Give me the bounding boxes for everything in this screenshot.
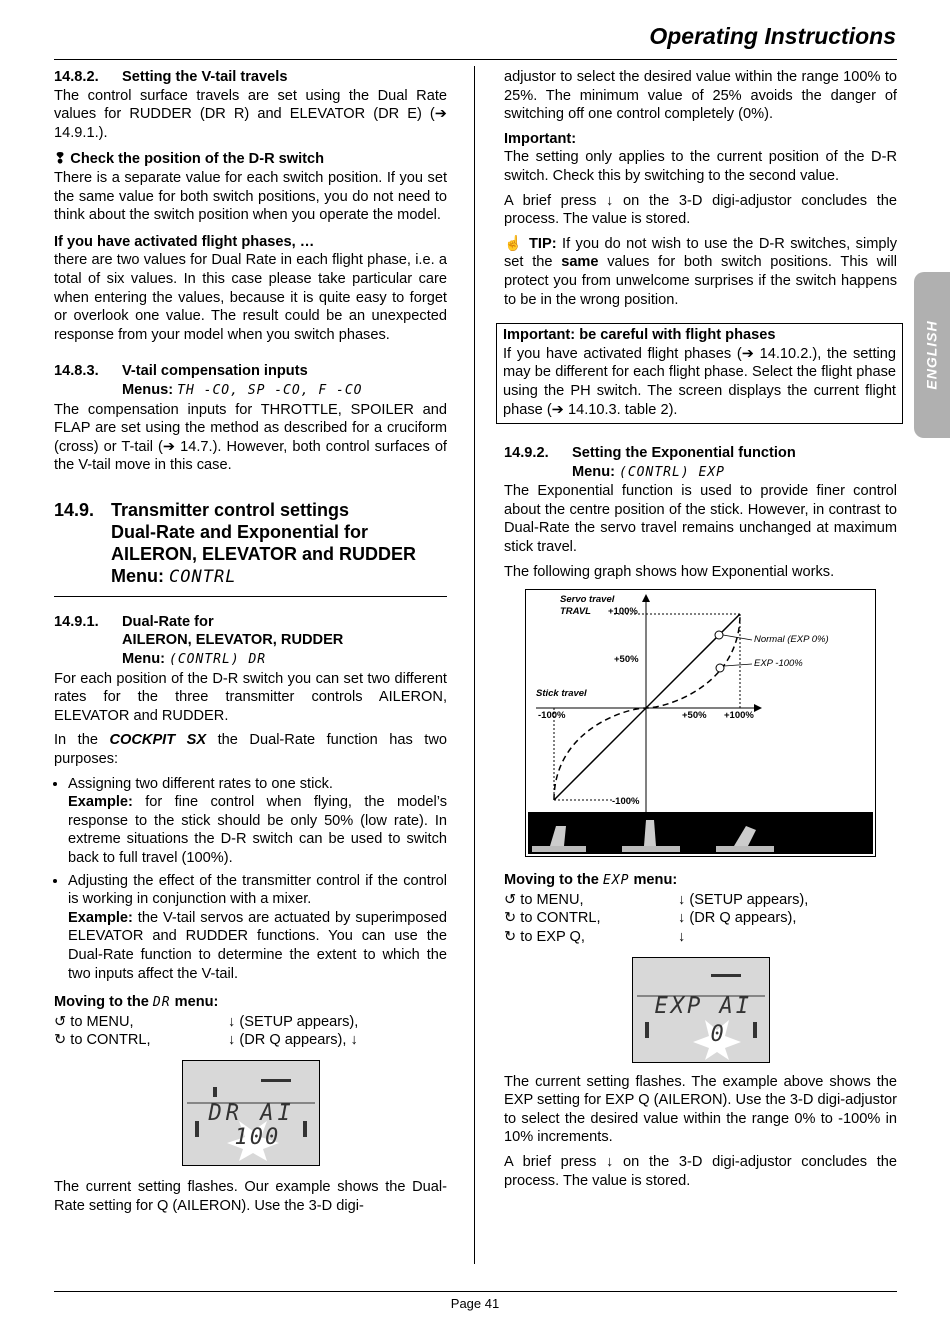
section-title-line: Dual-Rate and Exponential for bbox=[111, 521, 369, 542]
lcd-line-1: EXP AI bbox=[654, 993, 752, 1019]
nav-row bbox=[504, 928, 897, 947]
lcd-line-1: DR AI bbox=[208, 1100, 295, 1126]
box-title: Important: be careful with flight phases bbox=[503, 327, 776, 344]
x-axis-label: Stick travel bbox=[536, 688, 587, 700]
nav-step: ↺ to MENU, bbox=[504, 891, 584, 908]
brand-name: COCKPIT SX bbox=[109, 732, 207, 749]
paragraph: There is a separate value for each switch position. If you set the same value for both switch positions, you do not need to think about the switch position when you operate the model. bbox=[54, 169, 447, 224]
emphasis: same bbox=[561, 254, 599, 271]
section-heading-14-8-2 bbox=[54, 68, 447, 87]
paragraph bbox=[54, 731, 447, 768]
nav-step: ↓ (DR Q appears), bbox=[678, 910, 797, 927]
menu-value: (CONTRL) EXP bbox=[619, 464, 725, 480]
nav-step: ↻ to CONTRL, bbox=[54, 1032, 151, 1049]
flight-phase-warning-box bbox=[496, 323, 903, 424]
page-number: Page 41 bbox=[450, 1296, 500, 1311]
left-column bbox=[54, 68, 447, 1221]
section-title: Setting the Exponential function bbox=[572, 445, 796, 462]
language-tab bbox=[914, 272, 950, 438]
example-label: Example: bbox=[68, 909, 133, 926]
lcd-display-exp bbox=[632, 957, 770, 1063]
paragraph: For each position of the D-R switch you can set two different rates for the three transmitter controls AILERON, ELEVATOR and RUDDER. bbox=[54, 670, 447, 724]
menu-value: EXP bbox=[602, 873, 630, 889]
paragraph: there are two values for Dual Rate in each flight phase, i.e. a total of six values. In this case please take particular care when entering the values, because it is quite easy to forget or overlook one value. The result could be an unexpected response from your model when you switch phases. bbox=[54, 252, 447, 343]
nav-row bbox=[54, 1013, 447, 1032]
warning-icon: ❢ bbox=[54, 151, 67, 168]
check-title: Check the position of the D-R switch bbox=[70, 151, 325, 168]
section-menu-line bbox=[54, 565, 447, 588]
text: the Dual-Rate function has two purposes: bbox=[54, 732, 447, 768]
lcd-line-2: 0 bbox=[710, 1021, 724, 1047]
text: In the bbox=[54, 732, 110, 749]
menu-value: CONTRL bbox=[169, 566, 237, 587]
text: Moving to the bbox=[54, 994, 149, 1011]
text: values for both switch positions. This will protect you from unwelcome surprises if the switch happens to be in the wrong position. bbox=[504, 254, 897, 308]
page-header-title: Operating Instructions bbox=[649, 23, 896, 49]
section-title-line: AILERON, ELEVATOR, RUDDER bbox=[122, 632, 344, 649]
nav-row bbox=[504, 909, 897, 928]
nav-step: ↓ bbox=[678, 929, 686, 946]
header-rule bbox=[54, 59, 897, 60]
nav-step: ↻ to EXP Q, bbox=[504, 929, 585, 946]
text: Adjusting the effect of the transmitter control if the control is working in conjunction with a mixer. bbox=[68, 872, 447, 908]
menu-line bbox=[504, 463, 897, 483]
lcd-display-dr bbox=[182, 1060, 320, 1166]
curve-label-exp: EXP -100% bbox=[754, 658, 803, 670]
section-title-line: AILERON, ELEVATOR and RUDDER bbox=[111, 543, 417, 564]
text: Moving to the bbox=[504, 872, 599, 889]
menus-line bbox=[54, 381, 447, 401]
list-item bbox=[68, 775, 447, 868]
phases-heading: If you have activated flight phases, … bbox=[54, 233, 315, 250]
nav-row bbox=[504, 891, 897, 910]
section-title: Dual-Rate for bbox=[122, 613, 214, 630]
moving-exp-heading bbox=[504, 871, 897, 891]
nav-step: ↓ (SETUP appears), bbox=[228, 1013, 359, 1030]
menus-value: TH -CO, SP -CO, F -CO bbox=[177, 382, 363, 398]
tick-label: +50% bbox=[614, 654, 639, 666]
nav-step: ↺ to MENU, bbox=[54, 1013, 134, 1030]
paragraph: The Exponential function is used to provide finer control about the centre position of the stick. However, in contrast to Dual-Rate the servo travel remains unchanged at maximum stick travel. bbox=[504, 483, 897, 556]
text: the V-tail servos are actuated by superimposed ELEVATOR and RUDDER functions. You can use the Dual-Rate function to determine the extent to which the two inputs affect the V-tail. bbox=[68, 909, 447, 982]
paragraph: The compensation inputs for THROTTLE, SPOILER and FLAP are set using the method as described for a cruciform (cross) or T-tail (➔ 14.7.). However, both control surfaces of the V-tail move in this case. bbox=[54, 401, 447, 474]
example-label: Example: bbox=[68, 794, 133, 811]
menu-label: Menu: bbox=[111, 565, 164, 586]
curve-label-normal: Normal (EXP 0%) bbox=[754, 634, 829, 646]
moving-dr-heading bbox=[54, 993, 447, 1013]
paragraph: The current setting flashes. The example above shows the EXP setting for EXP Q (AILERON). Use the 3-D digi-adjustor to select the desired value within the range 0% to -100% in 10% increments. bbox=[504, 1073, 897, 1146]
tip-paragraph bbox=[504, 235, 897, 309]
y-axis-label: Servo travel bbox=[560, 594, 615, 606]
nav-row bbox=[54, 1031, 447, 1050]
tick-label: +100% bbox=[608, 606, 638, 618]
section-heading-14-9-1 bbox=[54, 613, 447, 632]
section-number: 14.8.2. bbox=[54, 69, 99, 85]
box-text: If you have activated flight phases (➔ 14.10.2.), the setting may be different for each flight phase. Select the flight phase using the PH switch. The screen displays the current flight phase (➔ 14.10.3. table 2). bbox=[503, 345, 896, 418]
column-divider bbox=[474, 66, 475, 1264]
tip-icon: ☝ bbox=[504, 235, 524, 252]
exponential-graph bbox=[525, 589, 876, 857]
section-heading-14-9-2 bbox=[504, 444, 897, 463]
exponential-curves bbox=[526, 590, 875, 856]
paragraph: The following graph shows how Exponential works. bbox=[504, 563, 835, 580]
paragraph: A brief press ↓ on the 3-D digi-adjustor concludes the process. The value is stored. bbox=[504, 192, 897, 228]
nav-step: ↓ (SETUP appears), bbox=[678, 891, 809, 908]
footer-rule bbox=[54, 1291, 897, 1292]
tip-label: TIP: bbox=[529, 235, 557, 252]
text: Assigning two different rates to one stick. bbox=[68, 775, 333, 792]
important-heading: Important: bbox=[504, 130, 577, 147]
right-column bbox=[504, 68, 897, 1196]
tick-label: +100% bbox=[724, 710, 754, 722]
text: menu: bbox=[170, 994, 219, 1011]
check-heading bbox=[54, 150, 447, 169]
nav-step: ↻ to CONTRL, bbox=[504, 910, 601, 927]
menu-line bbox=[54, 650, 447, 670]
paragraph: The setting only applies to the current position of the D-R switch. Check this by switching to the second value. bbox=[504, 149, 897, 184]
paragraph: adjustor to select the desired value within the range 100% to 25%. The minimum value of 25% avoids the danger of switching off one control completely (0%). bbox=[504, 69, 897, 123]
paragraph: The control surface travels are set using the Dual Rate values for RUDDER (DR R) and ELEVATOR (DR E) (➔ 14.9.1.). bbox=[54, 87, 447, 141]
section-rule bbox=[54, 596, 447, 597]
menus-label: Menus: bbox=[122, 381, 174, 398]
menu-value: (CONTRL) DR bbox=[169, 652, 267, 668]
tick-label: -100% bbox=[538, 710, 566, 722]
nav-step: ↓ (DR Q appears), ↓ bbox=[228, 1032, 358, 1049]
paragraph: The current setting flashes. Our example shows the Dual-Rate setting for Q (AILERON). Use the 3-D digi- bbox=[54, 1178, 447, 1214]
tick-label: +50% bbox=[682, 710, 707, 722]
section-number: 14.9.2. bbox=[504, 445, 549, 462]
lcd-line-2: 100 bbox=[234, 1124, 281, 1150]
menu-label: Menu: bbox=[122, 651, 165, 668]
list-item bbox=[68, 872, 447, 984]
tick-label: -100% bbox=[612, 796, 640, 808]
menu-value: DR bbox=[152, 995, 171, 1011]
section-title: Setting the V-tail travels bbox=[122, 69, 288, 85]
section-number: 14.9. bbox=[54, 499, 95, 520]
section-heading-14-9 bbox=[54, 499, 447, 588]
section-title: V-tail compensation inputs bbox=[122, 363, 308, 380]
bullet-list bbox=[54, 775, 447, 984]
language-tab-label: ENGLISH bbox=[923, 320, 940, 390]
y-axis-sublabel: TRAVL bbox=[560, 606, 591, 618]
menu-label: Menu: bbox=[572, 463, 615, 480]
text: menu: bbox=[629, 872, 678, 889]
section-number: 14.8.3. bbox=[54, 363, 99, 380]
text: If you do not wish to use the D-R switches, simply set the bbox=[504, 235, 898, 271]
section-number: 14.9.1. bbox=[54, 613, 99, 630]
text: for fine control when flying, the model’s response to the stick should be only 50% (low rate). In extreme situations the D-R switch can be used to switch back to full travel (100%). bbox=[68, 794, 447, 866]
paragraph: A brief press ↓ on the 3-D digi-adjustor concludes the process. The value is stored. bbox=[504, 1154, 897, 1189]
section-heading-14-8-3 bbox=[54, 362, 447, 381]
section-title-line: Transmitter control settings bbox=[111, 499, 350, 520]
